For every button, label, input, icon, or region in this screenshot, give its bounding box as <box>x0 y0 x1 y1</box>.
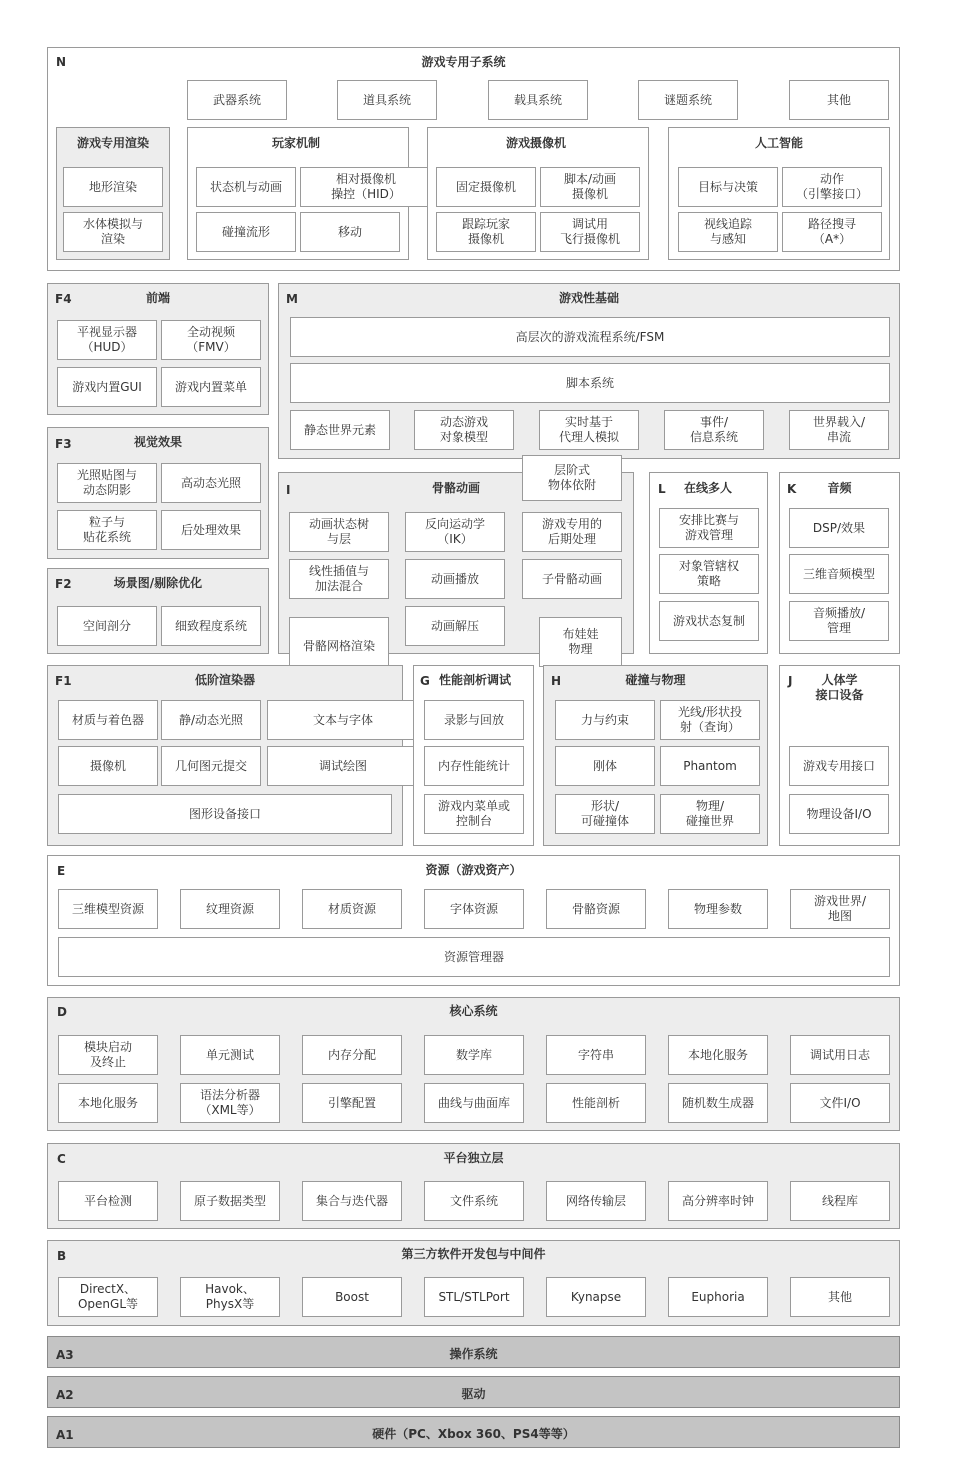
f4-box-4: 游戏内置菜单 <box>161 367 261 407</box>
layer-f4-letter: F4 <box>55 292 72 306</box>
f3-box-1: 光照贴图与 动态阴影 <box>57 463 157 503</box>
d-box-9: 语法分析器 （XML等） <box>180 1083 280 1123</box>
f4-box-2: 全动视频 （FMV） <box>161 320 261 360</box>
i-box-4: 游戏专用的 后期处理 <box>522 512 622 552</box>
layer-d-title: 核心系统 <box>449 1004 498 1018</box>
d-box-4: 数学库 <box>424 1035 524 1075</box>
e-box-5: 骨骼资源 <box>546 889 646 929</box>
game-render-box-1: 地形渲染 <box>63 167 163 207</box>
camera-box-4: 调试用 飞行摄像机 <box>540 212 640 252</box>
d-box-11: 曲线与曲面库 <box>424 1083 524 1123</box>
layer-f1-title: 低阶渲染器 <box>194 673 255 687</box>
layer-m-letter: M <box>286 292 298 306</box>
layer-f4-title: 前端 <box>145 291 170 305</box>
layer-d-letter: D <box>57 1005 67 1019</box>
b-box-4: STL/STLPort <box>424 1277 524 1317</box>
b-box-6: Euphoria <box>668 1277 768 1317</box>
d-box-3: 内存分配 <box>302 1035 402 1075</box>
layer-f1-letter: F1 <box>55 674 72 688</box>
ai-box-3: 视线追踪 与感知 <box>678 212 778 252</box>
n-top-box-4: 谜题系统 <box>638 80 738 120</box>
b-box-2: Havok、 PhysX等 <box>180 1277 280 1317</box>
layer-f2-title: 场景图/剔除优化 <box>113 576 203 590</box>
layer-a1-title: 硬件（PC、Xbox 360、PS4等等） <box>372 1427 575 1441</box>
h-box-6: 物理/ 碰撞世界 <box>660 794 760 834</box>
ai-title: 人工智能 <box>754 136 803 150</box>
d-box-7: 调试用日志 <box>790 1035 890 1075</box>
layer-g-title: 性能剖析调试 <box>438 673 511 687</box>
layer-m-title: 游戏性基础 <box>558 291 619 305</box>
layer-g-letter: G <box>420 674 430 688</box>
m-box-5: 世界载入/ 串流 <box>789 410 889 450</box>
layer-f3-letter: F3 <box>55 437 72 451</box>
camera-box-1: 固定摄像机 <box>436 167 536 207</box>
f1-box-1: 材质与着色器 <box>58 700 158 740</box>
layer-j-title: 人体学 接口设备 <box>815 673 864 702</box>
e-box-3: 材质资源 <box>302 889 402 929</box>
layer-c-letter: C <box>57 1152 66 1166</box>
player-box-1: 状态机与动画 <box>196 167 296 207</box>
i-box-6: 动画播放 <box>405 559 505 599</box>
h-box-4: Phantom <box>660 746 760 786</box>
b-box-5: Kynapse <box>546 1277 646 1317</box>
layer-c-title: 平台独立层 <box>443 1151 504 1165</box>
layer-a3-bar <box>47 1336 900 1368</box>
h-box-5: 形状/ 可碰撞体 <box>555 794 655 834</box>
script-system-box: 脚本系统 <box>290 363 890 403</box>
layer-f3-title: 视觉效果 <box>133 435 182 449</box>
fsm-box: 高层次的游戏流程系统/FSM <box>290 317 890 357</box>
d-box-13: 随机数生成器 <box>668 1083 768 1123</box>
game-camera-title: 游戏摄像机 <box>505 136 566 150</box>
camera-box-3: 跟踪玩家 摄像机 <box>436 212 536 252</box>
d-box-5: 字符串 <box>546 1035 646 1075</box>
m-box-3: 实时基于 代理人模拟 <box>539 410 639 450</box>
d-box-8: 本地化服务 <box>58 1083 158 1123</box>
m-box-1: 静态世界元素 <box>290 410 390 450</box>
e-box-1: 三维模型资源 <box>58 889 158 929</box>
d-box-14: 文件I/O <box>790 1083 890 1123</box>
c-box-1: 平台检测 <box>58 1181 158 1221</box>
m-box-4: 事件/ 信息系统 <box>664 410 764 450</box>
j-box-1: 游戏专用接口 <box>789 746 889 786</box>
layer-a2-letter: A2 <box>56 1388 74 1402</box>
player-box-2: 相对摄像机 操控（HID） <box>300 167 432 207</box>
n-top-box-2: 道具系统 <box>337 80 437 120</box>
h-box-1: 力与约束 <box>555 700 655 740</box>
e-box-6: 物理参数 <box>668 889 768 929</box>
d-box-6: 本地化服务 <box>668 1035 768 1075</box>
c-box-5: 网络传输层 <box>546 1181 646 1221</box>
l-box-2: 对象管辖权 策略 <box>659 554 759 594</box>
layer-a2-bar <box>47 1376 900 1408</box>
layer-e-letter: E <box>57 864 66 878</box>
layer-b-letter: B <box>57 1249 67 1263</box>
layer-h-title: 碰撞与物理 <box>625 673 686 687</box>
layer-e-title: 资源（游戏资产） <box>425 863 522 877</box>
k-box-2: 三维音频模型 <box>789 554 889 594</box>
j-box-2: 物理设备I/O <box>789 794 889 834</box>
l-box-3: 游戏状态复制 <box>659 601 759 641</box>
n-top-box-1: 武器系统 <box>187 80 287 120</box>
h-box-2: 光线/形状投 射（查询） <box>660 700 760 740</box>
e-box-2: 纹理资源 <box>180 889 280 929</box>
layer-k-title: 音频 <box>827 481 852 495</box>
layer-l-title: 在线多人 <box>683 481 732 495</box>
i-box-3: 反向运动学 （IK） <box>405 512 505 552</box>
c-box-7: 线程库 <box>790 1181 890 1221</box>
f1-box-4: 摄像机 <box>58 746 158 786</box>
k-box-3: 音频播放/ 管理 <box>789 601 889 641</box>
m-box-2: 动态游戏 对象模型 <box>414 410 514 450</box>
layer-l-letter: L <box>658 482 666 496</box>
i-box-9: 动画解压 <box>405 606 505 646</box>
d-box-10: 引擎配置 <box>302 1083 402 1123</box>
n-top-box-5: 其他 <box>789 80 889 120</box>
f4-box-3: 游戏内置GUI <box>57 367 157 407</box>
i-box-1: 层阶式 物体依附 <box>522 455 622 501</box>
n-top-box-3: 载具系统 <box>488 80 588 120</box>
f1-box-6: 调试绘图 <box>267 746 419 786</box>
f3-box-2: 高动态光照 <box>161 463 261 503</box>
d-box-2: 单元测试 <box>180 1035 280 1075</box>
d-box-12: 性能剖析 <box>546 1083 646 1123</box>
c-box-4: 文件系统 <box>424 1181 524 1221</box>
f4-box-1: 平视显示器 （HUD） <box>57 320 157 360</box>
layer-j-letter: J <box>788 674 793 688</box>
ai-box-4: 路径搜寻 （A*） <box>782 212 882 252</box>
layer-n-letter: N <box>56 55 67 69</box>
ai-box-1: 目标与决策 <box>678 167 778 207</box>
c-box-6: 高分辨率时钟 <box>668 1181 768 1221</box>
i-box-10: 布娃娃 物理 <box>539 617 622 667</box>
layer-n-title: 游戏专用子系统 <box>421 55 506 69</box>
b-box-3: Boost <box>302 1277 402 1317</box>
layer-a3-letter: A3 <box>56 1348 74 1362</box>
f3-box-3: 粒子与 贴花系统 <box>57 510 157 550</box>
i-box-8: 骨骼网格渲染 <box>289 617 389 675</box>
layer-i-title: 骨骼动画 <box>431 481 480 495</box>
c-box-3: 集合与迭代器 <box>302 1181 402 1221</box>
e-box-4: 字体资源 <box>424 889 524 929</box>
l-box-1: 安排比赛与 游戏管理 <box>659 508 759 548</box>
player-box-4: 移动 <box>300 212 400 252</box>
layer-a1-bar <box>47 1416 900 1448</box>
layer-a1-letter: A1 <box>56 1428 74 1442</box>
g-box-1: 录影与回放 <box>424 700 524 740</box>
game-render-box-2: 水体模拟与 渲染 <box>63 212 163 252</box>
f2-box-1: 空间剖分 <box>57 606 157 646</box>
f2-box-2: 细致程度系统 <box>161 606 261 646</box>
layer-f2-letter: F2 <box>55 577 72 591</box>
layer-h-letter: H <box>551 674 562 688</box>
g-box-3: 游戏内菜单或 控制台 <box>424 794 524 834</box>
layer-i-letter: I <box>286 483 291 497</box>
i-box-7: 子骨骼动画 <box>522 559 622 599</box>
h-box-3: 刚体 <box>555 746 655 786</box>
player-box-3: 碰撞流形 <box>196 212 296 252</box>
ai-box-2: 动作 （引擎接口） <box>782 167 882 207</box>
resource-manager-box: 资源管理器 <box>58 937 890 977</box>
layer-a2-title: 驱动 <box>461 1387 486 1401</box>
layer-a3-title: 操作系统 <box>449 1347 498 1361</box>
camera-box-2: 脚本/动画 摄像机 <box>540 167 640 207</box>
f1-box-2: 静/动态光照 <box>161 700 261 740</box>
f1-box-5: 几何图元提交 <box>161 746 261 786</box>
f1-box-7: 图形设备接口 <box>58 794 392 834</box>
game-render-title: 游戏专用渲染 <box>76 136 149 150</box>
layer-b-title: 第三方软件开发包与中间件 <box>401 1247 546 1261</box>
b-box-7: 其他 <box>790 1277 890 1317</box>
d-box-1: 模块启动 及终止 <box>58 1035 158 1075</box>
e-box-7: 游戏世界/ 地图 <box>790 889 890 929</box>
layer-k-letter: K <box>787 482 797 496</box>
f3-box-4: 后处理效果 <box>161 510 261 550</box>
i-box-2: 动画状态树 与层 <box>289 512 389 552</box>
k-box-1: DSP/效果 <box>789 508 889 548</box>
b-box-1: DirectX、 OpenGL等 <box>58 1277 158 1317</box>
c-box-2: 原子数据类型 <box>180 1181 280 1221</box>
i-box-5: 线性插值与 加法混合 <box>289 559 389 599</box>
g-box-2: 内存性能统计 <box>424 746 524 786</box>
player-title: 玩家机制 <box>271 136 320 150</box>
f1-box-3: 文本与字体 <box>267 700 419 740</box>
